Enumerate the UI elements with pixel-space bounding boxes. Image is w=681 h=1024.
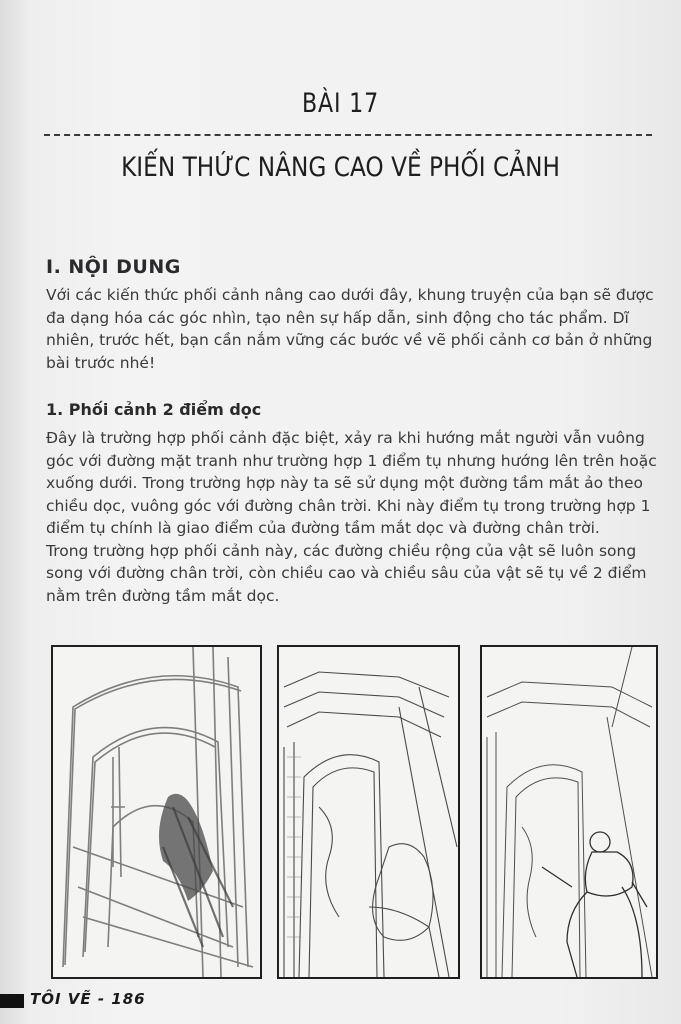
illustration-sketch-panel (51, 645, 262, 979)
page-footer: TÔI VẼ - 186 (30, 990, 146, 1008)
illustration-lineart-panel (277, 645, 460, 979)
section-heading: I. NỘI DUNG (46, 256, 181, 278)
lineart-drawing (279, 647, 458, 977)
intro-text: Với các kiến thức phối cảnh nâng cao dưới đây, khung truyện của bạn sẽ được đa dạng hóa các góc nhìn, tạo nên sự hấp dẫn, sinh động cho tác phẩm. Dĩ nhiên, trước hết, bạn cần nắm vững các bước về vẽ phối cảnh cơ bản ở những bài trước nhé! (46, 286, 654, 372)
body-paragraph-1: Đây là trường hợp phối cảnh đặc biệt, xảy ra khi hướng mắt người vẫn vuông góc với đường mặt tranh như trường hợp 1 điểm tụ nhưng hướng lên trên hoặc xuống dưới. Trong trường hợp này ta sẽ sử dụng một đường tầm mắt ảo theo chiều dọc, vuông góc với đường chân trời. Khi này điểm tụ trong trường hợp 1 điểm tụ chính là giao điểm của đường tầm mắt dọc và đường chân trời. (46, 429, 657, 537)
intro-paragraph (46, 284, 658, 374)
lesson-title: KIẾN THỨC NÂNG CAO VỀ PHỐI CẢNH (121, 152, 560, 183)
clean-drawing (482, 647, 656, 977)
subsection-heading: 1. Phối cảnh 2 điểm dọc (46, 400, 262, 419)
dashed-divider (44, 134, 652, 136)
sketch-drawing (53, 647, 260, 977)
illustration-clean-panel (480, 645, 658, 979)
lesson-number: BÀI 17 (301, 88, 380, 119)
body-paragraphs (46, 427, 658, 607)
body-paragraph-2: Trong trường hợp phối cảnh này, các đường chiều rộng của vật sẽ luôn song song với đường chân trời, còn chiều cao và chiều sâu của vật sẽ tụ về 2 điểm nằm trên đường tầm mắt dọc. (46, 541, 647, 605)
footer-bar (0, 994, 24, 1008)
